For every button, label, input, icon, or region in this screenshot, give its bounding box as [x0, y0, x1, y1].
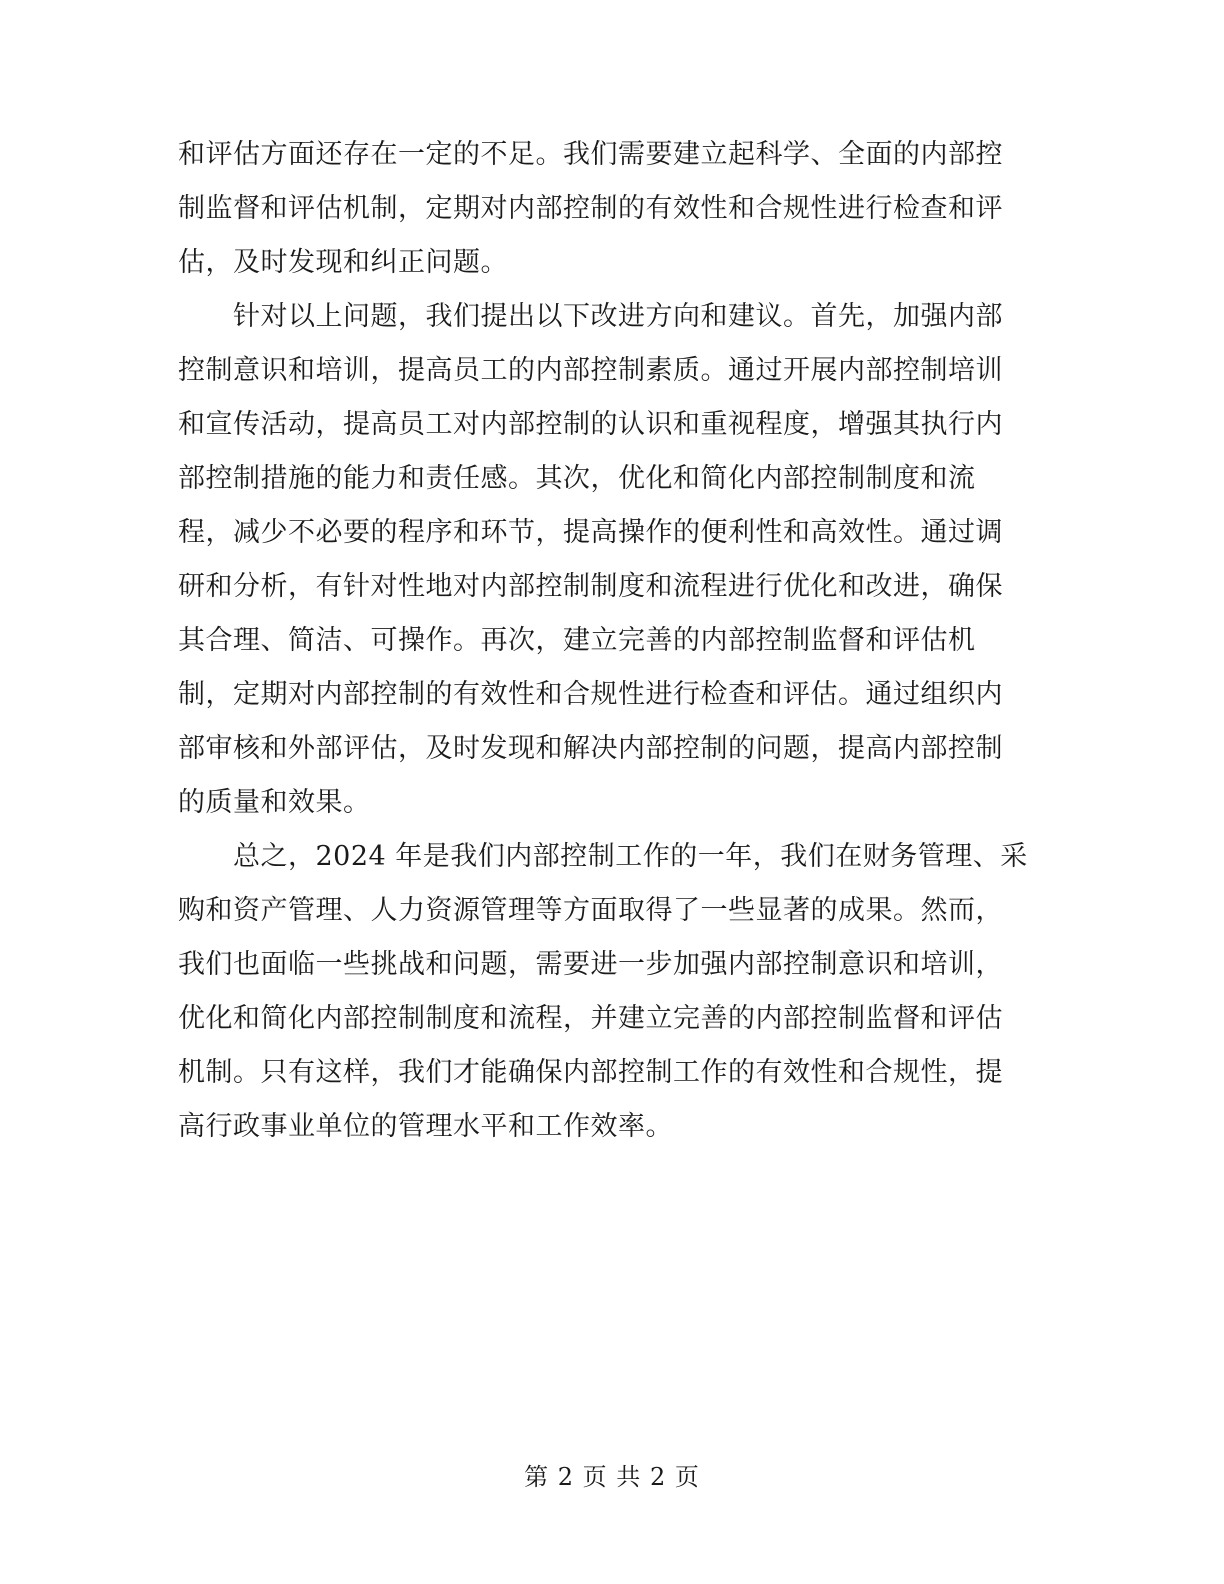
- paragraph-3: [178, 830, 1028, 1154]
- text-line: 针对以上问题，我们提出以下改进方向和建议。首先，加强内部: [178, 301, 1003, 332]
- text-line: 和宣传活动，提高员工对内部控制的认识和重视程度，增强其执行内: [178, 409, 1003, 440]
- text-line: 我们也面临一些挑战和问题，需要进一步加强内部控制意识和培训，: [178, 949, 1003, 980]
- text-line: 高行政事业单位的管理水平和工作效率。: [178, 1111, 673, 1142]
- text-line: 制监督和评估机制，定期对内部控制的有效性和合规性进行检查和评: [178, 193, 1003, 224]
- text-line: 估，及时发现和纠正问题。: [178, 247, 508, 278]
- text-line: 的质量和效果。: [178, 787, 371, 818]
- text-line: 优化和简化内部控制制度和流程，并建立完善的内部控制监督和评估: [178, 1003, 1003, 1034]
- text-line: 购和资产管理、人力资源管理等方面取得了一些显著的成果。然而，: [178, 895, 1003, 926]
- text-line: 部审核和外部评估，及时发现和解决内部控制的问题，提高内部控制: [178, 733, 1003, 764]
- text-line: 机制。只有这样，我们才能确保内部控制工作的有效性和合规性，提: [178, 1057, 1003, 1088]
- page-number-footer: 第 2 页 共 2 页: [524, 1463, 700, 1491]
- text-line: 其合理、简洁、可操作。再次，建立完善的内部控制监督和评估机: [178, 625, 976, 656]
- text-line: 研和分析，有针对性地对内部控制制度和流程进行优化和改进，确保: [178, 571, 1003, 602]
- text-line: 制，定期对内部控制的有效性和合规性进行检查和评估。通过组织内: [178, 679, 1003, 710]
- text-line: 和评估方面还存在一定的不足。我们需要建立起科学、全面的内部控: [178, 139, 1003, 170]
- text-line: 部控制措施的能力和责任感。其次，优化和简化内部控制制度和流: [178, 463, 976, 494]
- text-line: 总之，2024 年是我们内部控制工作的一年，我们在财务管理、采: [178, 841, 1028, 872]
- paragraph-2: [178, 290, 1028, 830]
- document-body: [178, 128, 1028, 1154]
- text-line: 程，减少不必要的程序和环节，提高操作的便利性和高效性。通过调: [178, 517, 1003, 548]
- text-line: 控制意识和培训，提高员工的内部控制素质。通过开展内部控制培训: [178, 355, 1003, 386]
- paragraph-1: [178, 128, 1028, 290]
